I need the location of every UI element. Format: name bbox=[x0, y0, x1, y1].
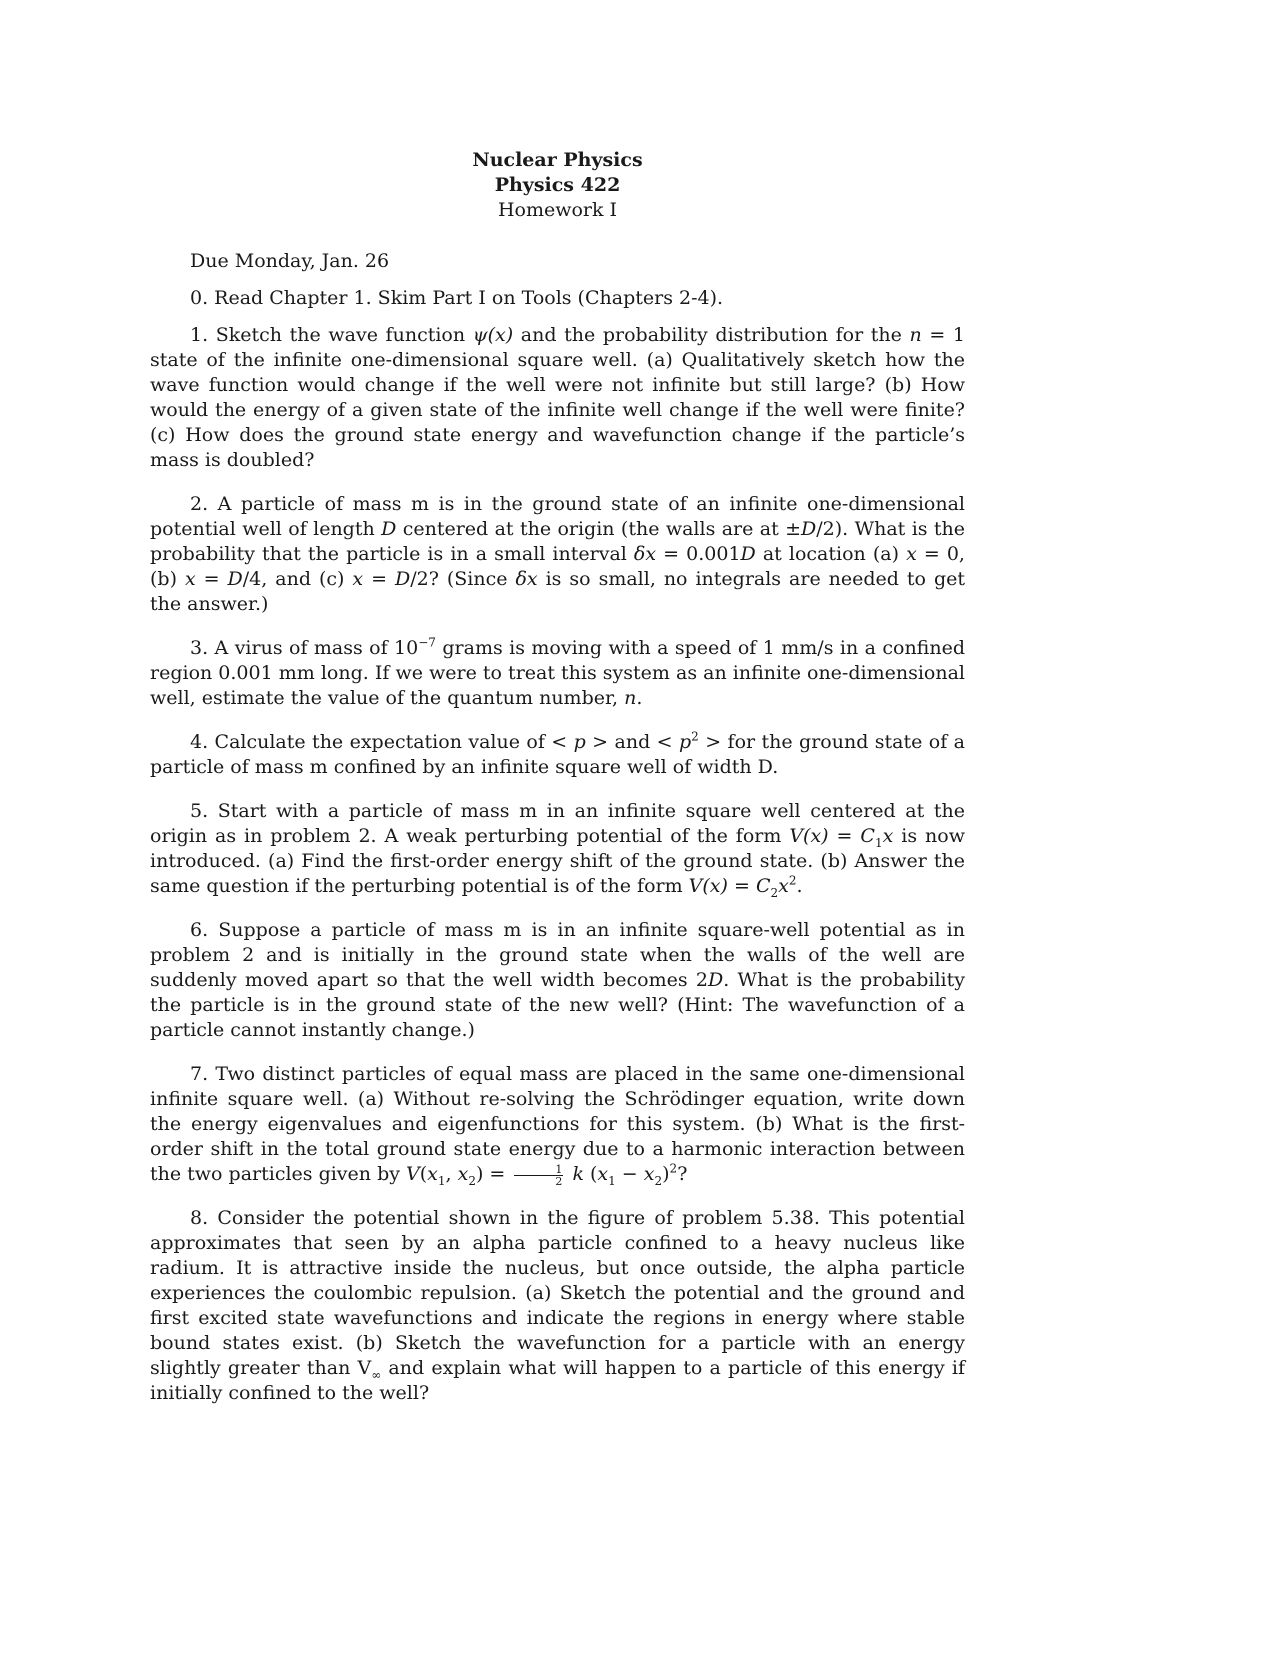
problem-6: 6. Suppose a particle of mass m is in an infinite square-well potential as in problem 2 and is initially in the ground state when the walls of the well are suddenly moved apart so that the well width becomes 2D. What is the probability the particle is in the ground state of the new well? (Hint: The wavefunction of a particle cannot instantly change.) bbox=[150, 919, 965, 1041]
problem-7: 7. Two distinct particles of equal mass are placed in the same one-dimensional infinite square well. (a) Without re-solving the Schrödinger equation, write down the energy eigenvalues and eigenfunctions for this system. (b) What is the first-order shift in the total ground state energy due to a harmonic interaction between the two particles given by $V(x_1$, $x_2$) = $\frac{1}{2}$ k $(x_1 - x_2)^2$? bbox=[150, 1063, 965, 1188]
due-date: Due Monday, Jan. 26 bbox=[190, 250, 390, 272]
fraction-one-half: $\frac{1}{2}$ bbox=[514, 1164, 563, 1187]
problem-4: 4. Calculate the expectation value of < p > and < $p^2$ > for the ground state of a particle of mass m confined by an infinite square well of width D. bbox=[150, 729, 965, 778]
assignment-title: Homework I bbox=[497, 199, 618, 221]
problem-5: 5. Start with a particle of mass m in an infinite square well centered at the origin as in problem 2. A weak perturbing potential of the form $V(x) = C_1x$ is now introduced. (a) Find the first-order energy shift of the ground state. (b) Answer the same question if the perturbing potential is of the form $V(x) = C_2x^2$. bbox=[150, 800, 965, 900]
problem-2: 2. A particle of mass m is in the ground state of an infinite one-dimensional potential well of length D centered at the origin (the walls are at ±D/2). What is the probability that the particle is in a small interval δx = 0.001D at location (a) x = 0, (b) x = D/4, and (c) x = D/2? (Since δx is so small, no integrals are needed to get the answer.) bbox=[150, 493, 966, 615]
problem-8: 8. Consider the potential shown in the figure of problem 5.38. This potential approximates that seen by an alpha particle confined to a heavy nucleus like radium. It is attractive inside the nucleus, but once outside, the alpha particle experiences the coulombic repulsion. (a) Sketch the potential and the ground and first excited state wavefunctions and indicate the regions in energy where stable bound states exist. (b) Sketch the wavefunction for a particle with an energy slightly greater than $V_\infty$ and explain what will happen to a particle of this energy if initially confined to the well? bbox=[150, 1207, 965, 1404]
course-number: Physics 422 bbox=[494, 174, 621, 196]
reading-assignment: 0. Read Chapter 1. Skim Part I on Tools (Chapters 2-4). bbox=[190, 287, 724, 309]
problem-3: 3. A virus of mass of $10^{-7}$ grams is moving with a speed of 1 mm/s in a confined region 0.001 mm long. If we were to treat this system as an infinite one-dimensional well, estimate the value of the quantum number, n. bbox=[150, 635, 965, 709]
document-header bbox=[150, 148, 965, 223]
homework-page bbox=[150, 148, 965, 1425]
problem-1: 1. Sketch the wave function ψ(x) and the probability distribution for the n = 1 state of the infinite one-dimensional square well. (a) Qualitatively sketch how the wave function would change if the well were not infinite but still large? (b) How would the energy of a given state of the infinite well change if the well were finite? (c) How does the ground state energy and wavefunction change if the particle’s mass is doubled? bbox=[150, 324, 965, 471]
course-title: Nuclear Physics bbox=[472, 149, 643, 171]
